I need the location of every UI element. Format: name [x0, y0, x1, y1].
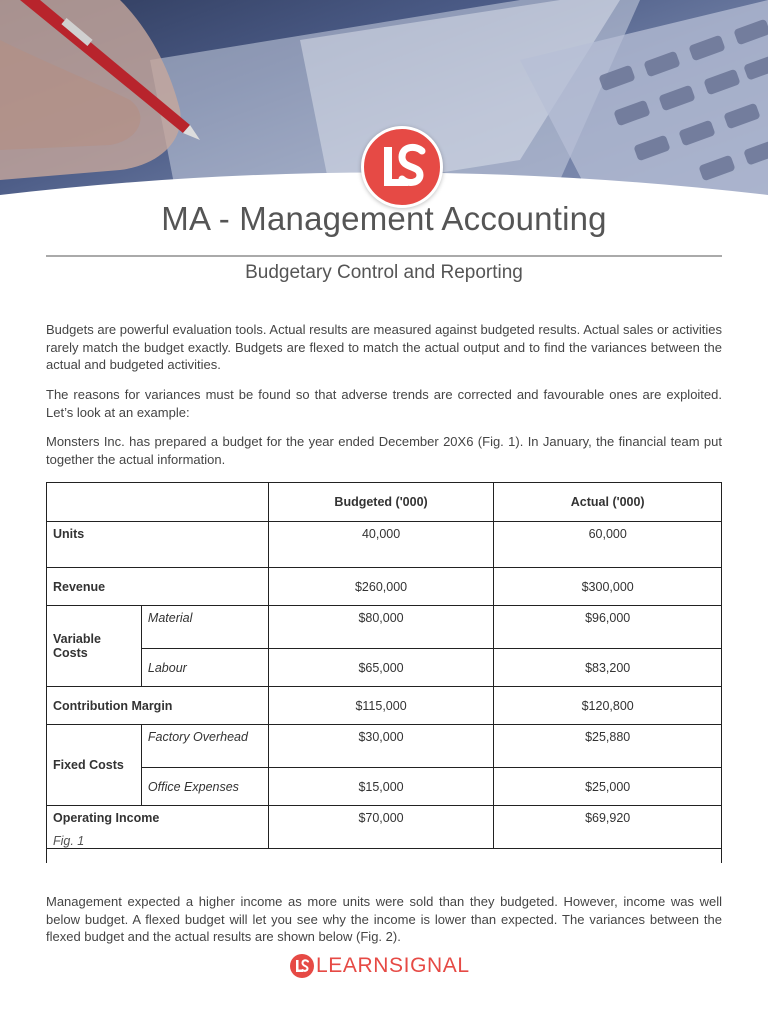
footer-logo-icon — [290, 954, 314, 978]
learnsignal-logo — [361, 126, 443, 208]
row-label-contribution-margin: Contribution Margin — [47, 687, 269, 725]
closing-paragraph: Management expected a higher income as more units were sold than they budgeted. However, income was well below budget. A flexed budget will let you see why the income is lower than expected. The variances between the flexed budget and the actual results are shown below (Fig. 2). — [46, 894, 722, 944]
cell-material-budgeted: $80,000 — [268, 606, 494, 649]
table-row — [47, 606, 722, 649]
cell-contribution-budgeted: $115,000 — [268, 687, 494, 725]
row-label-units: Units — [47, 522, 269, 568]
row-label-fixed-costs: Fixed Costs — [47, 725, 142, 806]
row-sublabel-labour: Labour — [141, 649, 268, 687]
intro-paragraph: Budgets are powerful evaluation tools. Actual results are measured against budgeted results. Actual sales or activities rarely match the budget exactly. Budgets are flexed to match the actual output and to find the variances between the actual and budgeted activities. — [46, 322, 722, 372]
row-sublabel-material: Material — [141, 606, 268, 649]
figure-caption: Fig. 1 — [53, 834, 85, 848]
header-actual: Actual ('000) — [494, 483, 722, 522]
cell-labour-actual: $83,200 — [494, 649, 722, 687]
example-paragraph: Monsters Inc. has prepared a budget for the year ended December 20X6 (Fig. 1). In January, the financial team put together the actual information. — [46, 434, 722, 467]
header-empty-cell — [47, 483, 269, 522]
cell-units-actual: 60,000 — [494, 522, 722, 568]
table-row — [47, 725, 722, 768]
footer-brand-signal: SIGNAL — [389, 954, 470, 977]
table-caption-box — [46, 828, 722, 863]
cell-factory-actual: $25,880 — [494, 725, 722, 768]
cell-contribution-actual: $120,800 — [494, 687, 722, 725]
cell-material-actual: $96,000 — [494, 606, 722, 649]
row-sublabel-office-expenses: Office Expenses — [141, 768, 268, 806]
footer-brand — [290, 953, 470, 979]
row-label-revenue: Revenue — [47, 568, 269, 606]
budget-table — [46, 482, 722, 849]
row-label-variable-costs: Variable Costs — [47, 606, 142, 687]
table-row — [47, 522, 722, 568]
cell-operating-budgeted: $70,000 — [268, 806, 494, 849]
cell-units-budgeted: 40,000 — [268, 522, 494, 568]
table-header-row — [47, 483, 722, 522]
footer-brand-learn: LEARN — [316, 954, 390, 977]
table-row — [47, 649, 722, 687]
row-sublabel-factory-overhead: Factory Overhead — [141, 725, 268, 768]
page-subtitle: Budgetary Control and Reporting — [245, 262, 523, 283]
row-label-operating-income: Operating Income — [47, 806, 269, 849]
cell-revenue-budgeted: $260,000 — [268, 568, 494, 606]
cell-factory-budgeted: $30,000 — [268, 725, 494, 768]
cell-labour-budgeted: $65,000 — [268, 649, 494, 687]
table-row — [47, 768, 722, 806]
header-budgeted: Budgeted ('000) — [268, 483, 494, 522]
ls-logo-mark — [364, 129, 440, 205]
title-divider — [46, 255, 722, 257]
cell-operating-actual: $69,920 — [494, 806, 722, 849]
variance-paragraph: The reasons for variances must be found so that adverse trends are corrected and favourable ones are exploited. Let’s look at an example: — [46, 387, 722, 420]
cell-office-budgeted: $15,000 — [268, 768, 494, 806]
cell-revenue-actual: $300,000 — [494, 568, 722, 606]
footer-brand-text — [316, 954, 470, 978]
table-row — [47, 687, 722, 725]
cell-office-actual: $25,000 — [494, 768, 722, 806]
page-title: MA - Management Accounting — [161, 200, 607, 237]
table-row — [47, 568, 722, 606]
